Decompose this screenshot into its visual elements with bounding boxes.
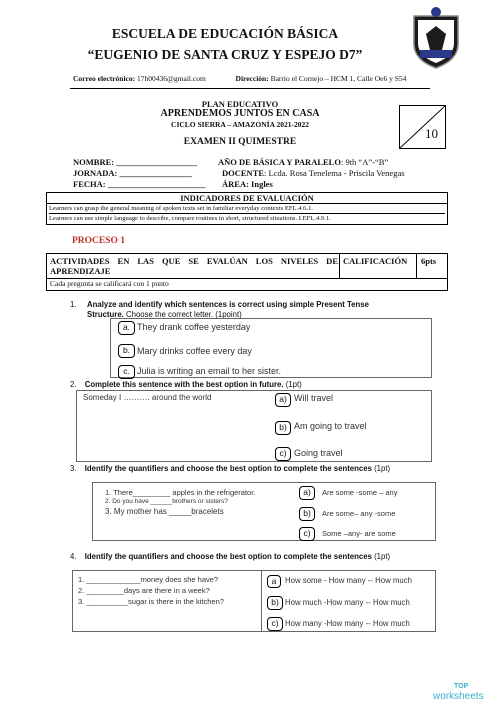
- column-divider-2: [416, 254, 417, 278]
- option-letter[interactable]: a): [299, 486, 315, 500]
- question-3-sentence-3: 3. My mother has _____bracelets: [105, 507, 224, 516]
- anio-paralelo: [218, 157, 388, 167]
- question-3-text: Identify the quantifiers and choose the best option to complete the sentences: [84, 464, 372, 473]
- score-box: [399, 105, 446, 149]
- question-4-sentence-2: 2. _________days are there in a week?: [78, 586, 210, 595]
- points-header: 6pts: [421, 256, 437, 266]
- option-letter[interactable]: b): [267, 596, 283, 610]
- question-2: [70, 380, 302, 389]
- docente-value: : Lcda. Rosa Tenelema - Priscila Venegas: [264, 168, 405, 178]
- actividades-note: Cada pregunta se calificará con 1 punto: [50, 279, 169, 288]
- contact-line: [73, 74, 406, 83]
- anio-value: : 9th “A”-“B”: [340, 157, 389, 167]
- score-value: 10: [425, 126, 438, 141]
- nombre-field: NOMBRE: ___________________: [73, 157, 197, 167]
- header-divider: [70, 88, 430, 89]
- option-letter[interactable]: a): [275, 393, 291, 407]
- question-4-instruction: (1pt): [371, 552, 391, 561]
- question-number: 1.: [70, 300, 77, 309]
- option-text[interactable]: How some - How many -- How much: [285, 576, 412, 585]
- plan-line3: CICLO SIERRA – AMAZONÍA 2021-2022: [171, 120, 309, 129]
- column-divider: [339, 254, 340, 278]
- question-number: 3.: [70, 464, 77, 473]
- docente-label: DOCENTE: [222, 168, 265, 178]
- question-4-sentence-1: 1. _____________money does she have?: [78, 575, 219, 584]
- question-3-sentence-1: 1. There_________ apples in the refrigerator.: [105, 488, 256, 497]
- question-4-box: [72, 570, 436, 632]
- option-letter[interactable]: b.: [118, 344, 135, 358]
- option-letter[interactable]: c): [299, 527, 315, 541]
- footer-brand[interactable]: worksheets: [433, 691, 484, 702]
- option-text[interactable]: How many -How many -- How much: [285, 619, 410, 628]
- question-2-box: [76, 390, 432, 462]
- column-divider: [261, 571, 262, 631]
- option-text[interactable]: Are some -some – any: [322, 488, 398, 497]
- option-text[interactable]: Will travel: [294, 393, 334, 403]
- actividades-header: ACTIVIDADES EN LAS QUE SE EVALÚAN LOS NIVELES DE APRENDIZAJE: [50, 256, 338, 276]
- question-1-options: [110, 318, 432, 378]
- option-text[interactable]: Julia is writing an email to her sister.: [137, 366, 282, 376]
- option-letter[interactable]: a.: [118, 321, 135, 335]
- indicadores-table: [46, 192, 448, 225]
- option-letter[interactable]: c.: [118, 365, 135, 379]
- question-number: 4.: [70, 552, 77, 561]
- option-letter[interactable]: c): [267, 617, 283, 631]
- question-2-instruction: (1pt): [283, 380, 302, 389]
- question-number: 2.: [70, 380, 77, 389]
- footer-top: TOP: [454, 683, 469, 690]
- address-value: Barrio el Cornejo – HCM 1, Calle Oe6 y S54: [270, 74, 407, 83]
- area-field: ÁREA: Ingles: [222, 179, 273, 189]
- question-3-box: [92, 482, 436, 541]
- indicadores-header: INDICADORES DE EVALUACIÓN: [47, 193, 447, 204]
- email-value: 17h00436@gmail.com: [137, 74, 206, 83]
- option-text[interactable]: Some –any- are some: [322, 529, 396, 538]
- proceso-title: PROCESO 1: [72, 236, 126, 246]
- email-label: Correo electrónico:: [73, 74, 136, 83]
- school-name-line2: “EUGENIO DE SANTA CRUZ Y ESPEJO D7”: [87, 47, 363, 62]
- actividades-table: [46, 253, 448, 291]
- anio-label: AÑO DE BÁSICA Y PARALELO: [218, 157, 341, 167]
- option-letter[interactable]: a: [267, 575, 281, 588]
- question-3: [70, 464, 390, 473]
- option-text[interactable]: How much -How many -- How much: [285, 598, 410, 607]
- jornada-field: JORNADA: _________________: [73, 168, 192, 178]
- exam-title: EXAMEN II QUIMESTRE: [183, 137, 297, 147]
- school-name-line1: ESCUELA DE EDUCACIÓN BÁSICA: [111, 26, 339, 41]
- question-2-sentence: Someday I ………. around the world: [83, 393, 212, 402]
- calificacion-header: CALIFICACIÓN: [343, 256, 408, 266]
- question-4: [70, 552, 390, 561]
- question-4-sentence-3: 3. __________sugar is there in the kitchen?: [78, 597, 224, 606]
- question-4-text: Identify the quantifiers and choose the best option to complete the sentences: [84, 552, 372, 561]
- plan-line2: APRENDEMOS JUNTOS EN CASA: [160, 108, 320, 119]
- fecha-field: FECHA: _______________________: [73, 179, 206, 189]
- question-3-instruction: (1pt): [371, 464, 391, 473]
- indicador-row-1: Learners can grasp the general meaning of spoken texts set in familiar everyday contexts EFL.4.6.1.: [49, 204, 445, 214]
- option-text[interactable]: Going travel: [294, 448, 343, 458]
- address-label: Dirección:: [235, 74, 269, 83]
- plan-line1: PLAN EDUCATIVO: [201, 99, 279, 109]
- option-letter[interactable]: b): [299, 507, 315, 521]
- question-2-text: Complete this sentence with the best option in future.: [84, 380, 284, 389]
- school-crest-logo: [406, 6, 466, 70]
- option-letter[interactable]: b): [275, 421, 291, 435]
- option-text[interactable]: Am going to travel: [294, 421, 367, 431]
- question-1-instruction: Choose the correct letter. (1point): [123, 310, 242, 319]
- indicador-row-2: Learners can use simple language to describe, compare routines in short, structured situations. I.EFL.4.9.1.: [49, 215, 331, 222]
- question-1: [70, 300, 370, 320]
- option-text[interactable]: They drank coffee yesterday: [137, 322, 251, 332]
- option-text[interactable]: Are some– any -some: [322, 509, 396, 518]
- option-text[interactable]: Mary drinks coffee every day: [137, 346, 252, 356]
- question-3-sentence-2: 2. Do you have ______brothers or sisters?: [105, 498, 228, 505]
- question-1-text: Analyze and identify which sentences is correct using simple Present Tense Structure.: [87, 300, 369, 319]
- option-letter[interactable]: c): [275, 447, 291, 461]
- docente: [222, 168, 405, 178]
